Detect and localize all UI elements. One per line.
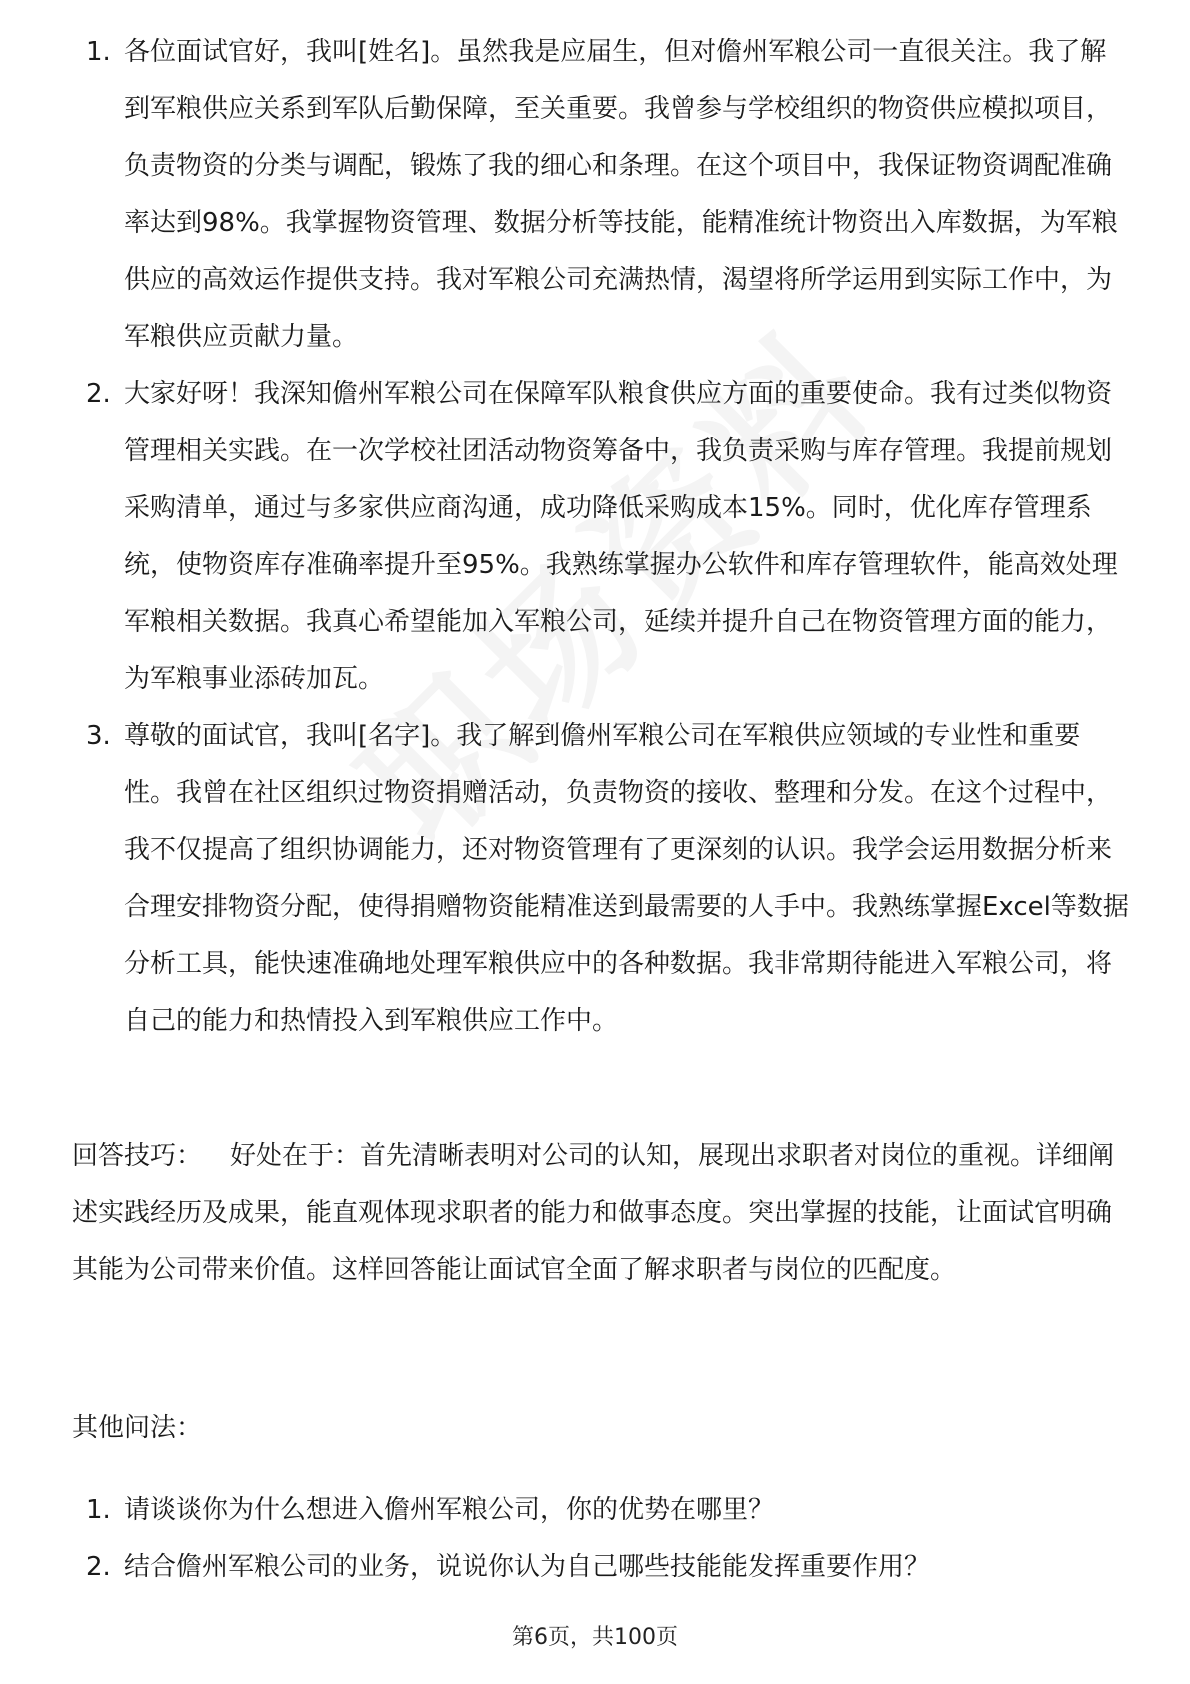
answer-item-2: [80, 366, 1130, 708]
answer-number: 1.: [86, 37, 111, 67]
answer-text: 各位面试官好，我叫[姓名]。虽然我是应届生，但对儋州军粮公司一直很关注。我了解到军粮供应关系到军队后勤保障，至关重要。我曾参与学校组织的物资供应模拟项目，负责物资的分类与调配，锻炼了我的细心和条理。在这个项目中，我保证物资调配准确率达到98%。我掌握物资管理、数据分析等技能，能精准统计物资出入库数据，为军粮供应的高效运作提供支持。我对军粮公司充满热情，渴望将所学运用到实际工作中，为军粮供应贡献力量。: [124, 37, 1118, 352]
answer-number: 2.: [86, 379, 111, 409]
other-questions-title: 其他问法：: [72, 1413, 203, 1443]
question-text: 请谈谈你为什么想进入儋州军粮公司，你的优势在哪里？: [124, 1495, 775, 1525]
other-questions-list: [80, 1482, 1130, 1596]
answer-item-1: [80, 24, 1130, 366]
answer-item-3: [80, 708, 1130, 1050]
answer-number: 3.: [86, 721, 111, 751]
question-number: 2.: [86, 1552, 111, 1582]
answer-tips: [72, 1128, 1132, 1299]
other-question-1: [80, 1482, 1130, 1539]
other-question-2: [80, 1539, 1130, 1596]
question-text: 结合儋州军粮公司的业务，说说你认为自己哪些技能能发挥重要作用？: [124, 1552, 931, 1582]
tips-label: 回答技巧：: [72, 1141, 203, 1171]
page-top-clip: [0, 0, 1190, 20]
answer-text: 大家好呀！我深知儋州军粮公司在保障军队粮食供应方面的重要使命。我有过类似物资管理相关实践。在一次学校社团活动物资筹备中，我负责采购与库存管理。我提前规划采购清单，通过与多家供应商沟通，成功降低采购成本15%。同时，优化库存管理系统，使物资库存准确率提升至95%。我熟练掌握办公软件和库存管理软件，能高效处理军粮相关数据。我真心希望能加入军粮公司，延续并提升自己在物资管理方面的能力，为军粮事业添砖加瓦。: [124, 379, 1118, 694]
question-number: 1.: [86, 1495, 111, 1525]
tips-text: 好处在于：首先清晰表明对公司的认知，展现出求职者对岗位的重视。详细阐述实践经历及成果，能直观体现求职者的能力和做事态度。突出掌握的技能，让面试官明确其能为公司带来价值。这样回答能让面试官全面了解求职者与岗位的匹配度。: [72, 1141, 1115, 1285]
page-footer: 第6页，共100页: [512, 1625, 678, 1650]
answer-text: 尊敬的面试官，我叫[名字]。我了解到儋州军粮公司在军粮供应领域的专业性和重要性。我曾在社区组织过物资捐赠活动，负责物资的接收、整理和分发。在这个过程中，我不仅提高了组织协调能力，还对物资管理有了更深刻的认识。我学会运用数据分析来合理安排物资分配，使得捐赠物资能精准送到最需要的人手中。我熟练掌握Excel等数据分析工具，能快速准确地处理军粮供应中的各种数据。我非常期待能进入军粮公司，将自己的能力和热情投入到军粮供应工作中。: [124, 721, 1129, 1036]
answer-list: [80, 24, 1130, 1050]
